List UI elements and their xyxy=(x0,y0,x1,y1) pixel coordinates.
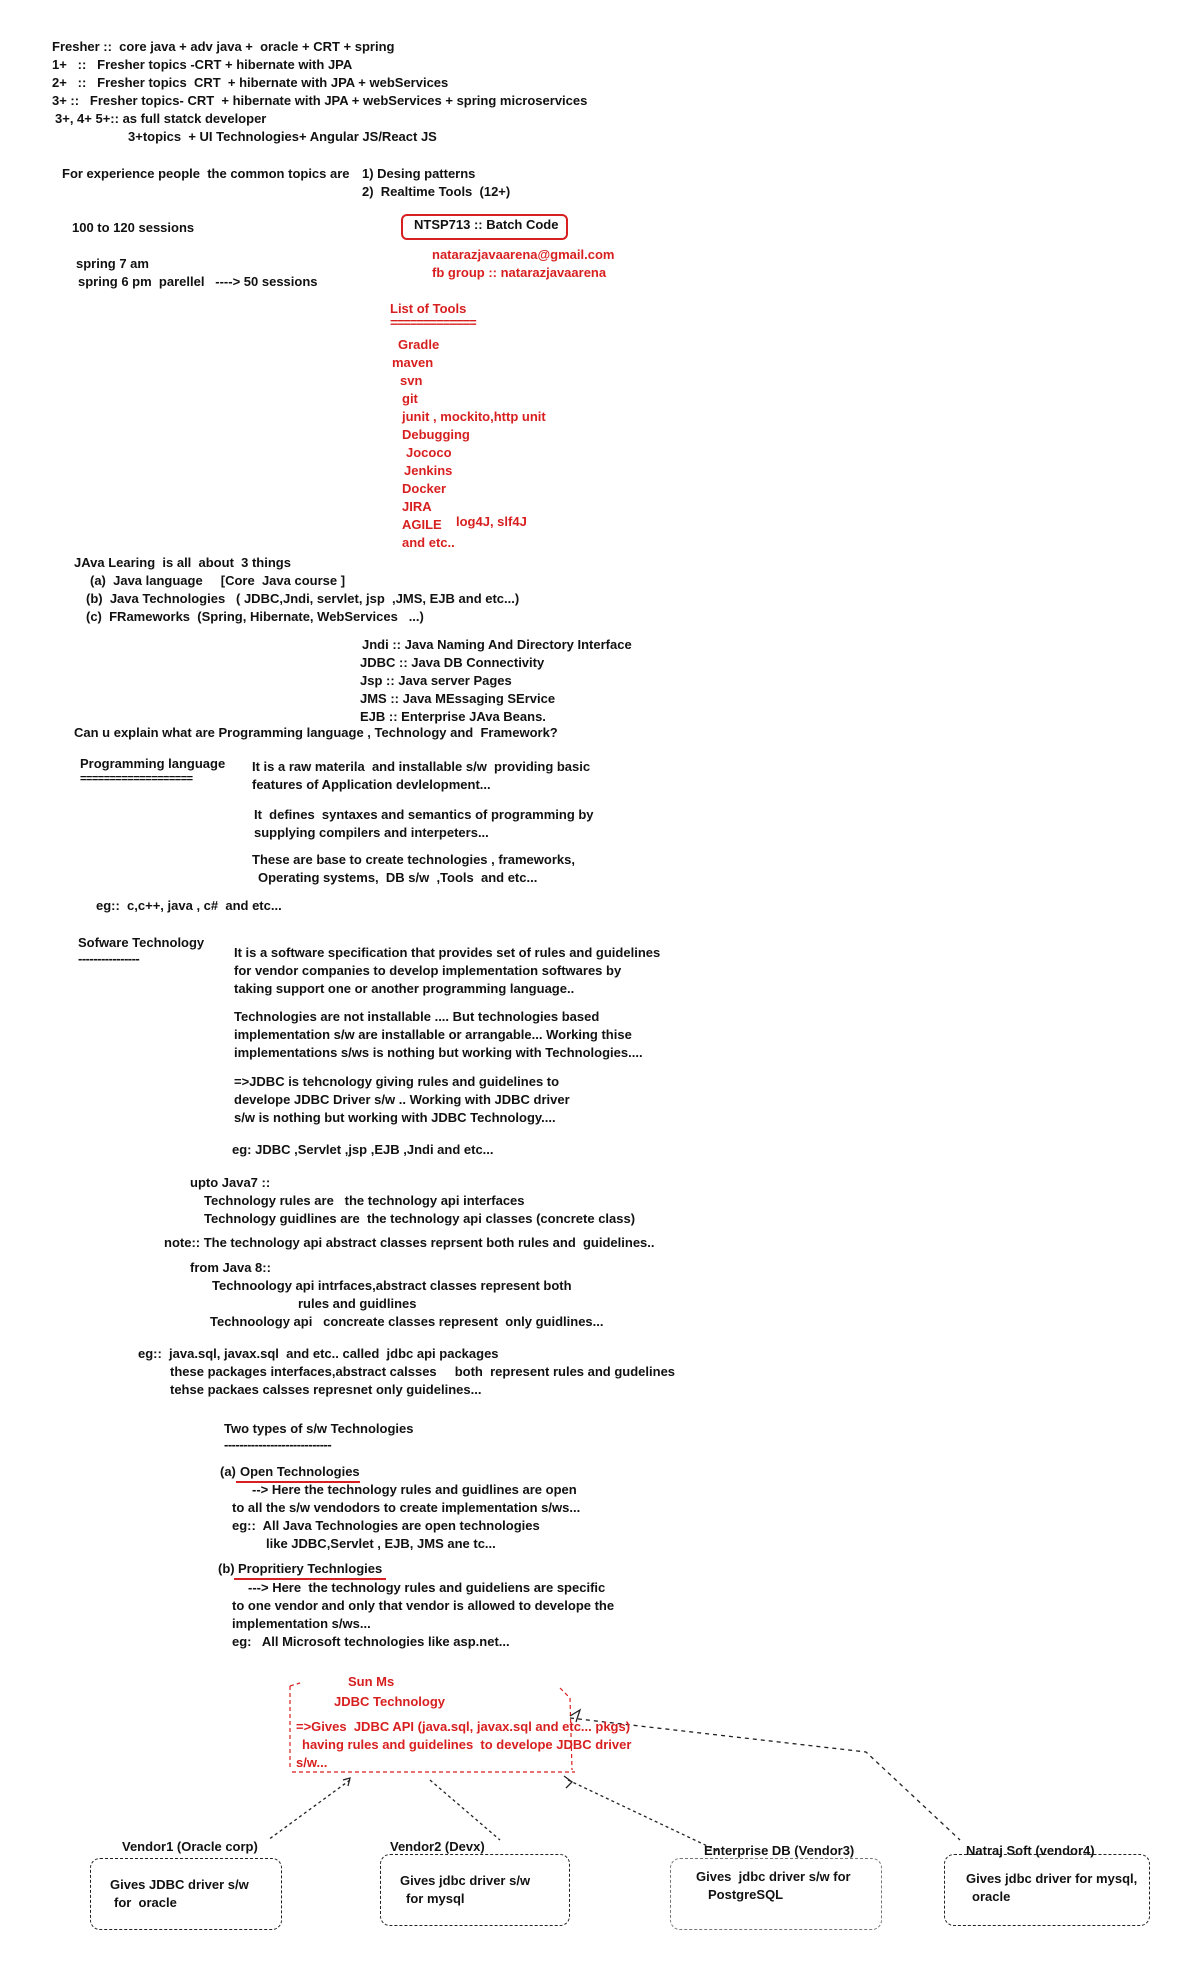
prog-lang-text: It defines syntaxes and semantics of programming by xyxy=(254,807,594,822)
experience-item-2: 2) Realtime Tools (12+) xyxy=(362,184,511,199)
acronym-item: Jsp :: Java server Pages xyxy=(360,673,512,688)
tool-item: git xyxy=(402,391,418,406)
vendor3-name: Enterprise DB (Vendor3) xyxy=(704,1843,855,1858)
connector-vendor3 xyxy=(568,1780,720,1852)
open-tech-text: --> Here the technology rules and guidlines are open xyxy=(252,1482,577,1497)
vendor1-desc: for oracle xyxy=(114,1895,177,1910)
vendor3-desc: PostgreSQL xyxy=(708,1887,784,1902)
sw-tech-text: Technoology api concreate classes represent only guidlines... xyxy=(210,1314,604,1329)
vendor3-desc: Gives jdbc driver s/w for xyxy=(696,1869,851,1884)
sw-tech-text: develope JDBC Driver s/w .. Working with JDBC driver xyxy=(234,1092,570,1107)
two-types-underline: ---------------------------- xyxy=(224,1437,332,1452)
java-learning-b: (b) Java Technologies ( JDBC,Jndi, servlet, jsp ,JMS, EJB and etc...) xyxy=(86,591,520,606)
tool-item: AGILE xyxy=(402,517,442,532)
sw-tech-eg: eg: JDBC ,Servlet ,jsp ,EJB ,Jndi and etc... xyxy=(232,1142,494,1157)
vendor2-desc: Gives jdbc driver s/w xyxy=(400,1873,531,1888)
tool-item: Debugging xyxy=(402,427,470,442)
tool-item: Gradle xyxy=(398,337,440,352)
sessions-count: 100 to 120 sessions xyxy=(72,220,195,235)
prog-lang-text: supplying compilers and interpeters... xyxy=(254,825,489,840)
tool-item: Jenkins xyxy=(404,463,453,478)
tools-underline: ============= xyxy=(390,315,476,330)
tool-item-extra: log4J, slf4J xyxy=(456,514,527,529)
header-line-6: 3+topics + UI Technologies+ Angular JS/React JS xyxy=(128,129,437,144)
batch-fb-group: fb group :: natarazjavaarena xyxy=(432,265,607,280)
sw-tech-text: s/w is nothing but working with JDBC Technology.... xyxy=(234,1110,556,1125)
two-types-title: Two types of s/w Technologies xyxy=(224,1421,414,1436)
open-tech-label: Open Technologies xyxy=(240,1464,360,1479)
connector-vendor1 xyxy=(268,1780,350,1840)
tool-item: JIRA xyxy=(402,499,432,514)
sw-tech-from8: from Java 8:: xyxy=(190,1260,271,1275)
sw-tech-underline: ---------------- xyxy=(78,951,140,966)
prop-tech-prefix: (b) xyxy=(218,1561,235,1576)
sw-tech-text: Technologies are not installable .... But technologies based xyxy=(234,1009,600,1024)
diagram-jdbc-technology: JDBC Technology xyxy=(334,1694,445,1709)
sw-tech-note: note:: The technology api abstract classes reprsent both rules and guidelines.. xyxy=(164,1235,655,1250)
prop-tech-text: implementation s/ws... xyxy=(232,1616,371,1631)
tools-title: List of Tools xyxy=(390,301,467,316)
sw-tech-text: implementations s/ws is nothing but working with Technologies.... xyxy=(234,1045,643,1060)
prog-lang-text: These are base to create technologies , frameworks, xyxy=(252,852,575,867)
prog-lang-underline: =================== xyxy=(80,773,193,785)
sw-tech-text: implementation s/w are installable or arrangable... Working thise xyxy=(234,1027,632,1042)
tool-item: junit , mockito,http unit xyxy=(402,409,546,424)
sw-tech-text: these packages interfaces,abstract calsses both represent rules and gudelines xyxy=(170,1364,676,1379)
tool-item: maven xyxy=(392,355,434,370)
acronym-item: JMS :: Java MEssaging SErvice xyxy=(360,691,556,706)
vendor4-name: Natraj Soft (vendor4) xyxy=(966,1843,1095,1858)
sw-tech-text: =>JDBC is tehcnology giving rules and guidelines to xyxy=(234,1074,560,1089)
acronym-item: Jndi :: Java Naming And Directory Interface xyxy=(362,637,632,652)
tool-item: svn xyxy=(400,373,423,388)
header-line-4: 3+ :: Fresher topics- CRT + hibernate with JPA + webServices + spring microservices xyxy=(52,93,588,108)
header-line-1: Fresher :: core java + adv java + oracle + CRT + spring xyxy=(52,39,395,54)
batch-code: NTSP713 :: Batch Code xyxy=(414,217,559,232)
acronym-item: JDBC :: Java DB Connectivity xyxy=(360,655,545,670)
prop-tech-text: eg: All Microsoft technologies like asp.net... xyxy=(232,1634,510,1649)
prop-tech-text: to one vendor and only that vendor is allowed to develope the xyxy=(232,1598,615,1613)
tool-item: and etc.. xyxy=(402,535,455,550)
sessions-spring6: spring 6 pm parellel ----> 50 sessions xyxy=(78,274,318,289)
sw-tech-text: taking support one or another programming language.. xyxy=(234,981,575,996)
open-tech-text: eg:: All Java Technologies are open technologies xyxy=(232,1518,540,1533)
prog-lang-text: Operating systems, DB s/w ,Tools and etc... xyxy=(258,870,538,885)
connector-vendor2 xyxy=(430,1780,500,1840)
sw-tech-upto7: upto Java7 :: xyxy=(190,1175,271,1190)
diagram-gives-line: s/w... xyxy=(296,1755,328,1770)
prog-lang-text: It is a raw materila and installable s/w providing basic xyxy=(252,759,591,774)
header-line-5: 3+, 4+ 5+:: as full statck developer xyxy=(55,111,267,126)
sessions-spring7: spring 7 am xyxy=(76,256,149,271)
prog-lang-text: features of Application devlelopment... xyxy=(252,777,491,792)
sw-tech-title: Sofware Technology xyxy=(78,935,205,950)
diagram-gives-line: =>Gives JDBC API (java.sql, javax.sql and etc... pkgs) xyxy=(296,1719,631,1734)
sw-tech-text: tehse packaes calsses represnet only guidelines... xyxy=(170,1382,482,1397)
vendor1-desc: Gives JDBC driver s/w xyxy=(110,1877,249,1892)
experience-item-1: 1) Desing patterns xyxy=(362,166,476,181)
open-tech-text: like JDBC,Servlet , EJB, JMS ane tc... xyxy=(266,1536,496,1551)
header-line-3: 2+ :: Fresher topics CRT + hibernate with JPA + webServices xyxy=(52,75,449,90)
open-tech-text: to all the s/w vendodors to create implementation s/ws... xyxy=(232,1500,581,1515)
prop-tech-label: Propritiery Technlogies xyxy=(238,1561,383,1576)
java-learning-title: JAva Learing is all about 3 things xyxy=(74,555,291,570)
arrowhead-3 xyxy=(564,1776,572,1788)
sw-tech-text: It is a software specification that provides set of rules and guidelines xyxy=(234,945,661,960)
open-tech-prefix: (a) xyxy=(220,1464,236,1479)
prop-tech-text: ---> Here the technology rules and guideliens are specific xyxy=(248,1580,606,1595)
sw-tech-text: Technology guidlines are the technology api classes (concrete class) xyxy=(204,1211,636,1226)
vendor2-name: Vendor2 (Devx) xyxy=(390,1839,485,1854)
vendor4-desc: oracle xyxy=(972,1889,1011,1904)
java-learning-a: (a) Java language [Core Java course ] xyxy=(90,573,346,588)
diagram-gives-line: having rules and guidelines to develope JDBC driver xyxy=(302,1737,632,1752)
java-learning-c: (c) FRameworks (Spring, Hibernate, WebServices ...) xyxy=(86,609,424,624)
question-text: Can u explain what are Programming language , Technology and Framework? xyxy=(74,725,558,740)
prog-lang-title: Programming language xyxy=(80,756,226,771)
batch-email: natarazjavaarena@gmail.com xyxy=(432,247,615,262)
vendor2-desc: for mysql xyxy=(406,1891,465,1906)
prog-lang-eg: eg:: c,c++, java , c# and etc... xyxy=(96,898,282,913)
header-line-2: 1+ :: Fresher topics -CRT + hibernate with JPA xyxy=(52,57,353,72)
diagram-sun: Sun Ms xyxy=(348,1674,395,1689)
sw-tech-eg2: eg:: java.sql, javax.sql and etc.. called jdbc api packages xyxy=(138,1346,499,1361)
tool-item: Jococo xyxy=(406,445,452,460)
acronym-item: EJB :: Enterprise JAva Beans. xyxy=(360,709,546,724)
sw-tech-text: rules and guidlines xyxy=(298,1296,417,1311)
sw-tech-text: for vendor companies to develop implementation softwares by xyxy=(234,963,622,978)
vendor1-name: Vendor1 (Oracle corp) xyxy=(122,1839,258,1854)
sw-tech-text: Technoology api intrfaces,abstract classes represent both xyxy=(212,1278,572,1293)
sw-tech-text: Technology rules are the technology api interfaces xyxy=(204,1193,525,1208)
experience-label: For experience people the common topics are xyxy=(62,166,350,181)
tool-item: Docker xyxy=(402,481,447,496)
vendor4-desc: Gives jdbc driver for mysql, xyxy=(966,1871,1138,1886)
